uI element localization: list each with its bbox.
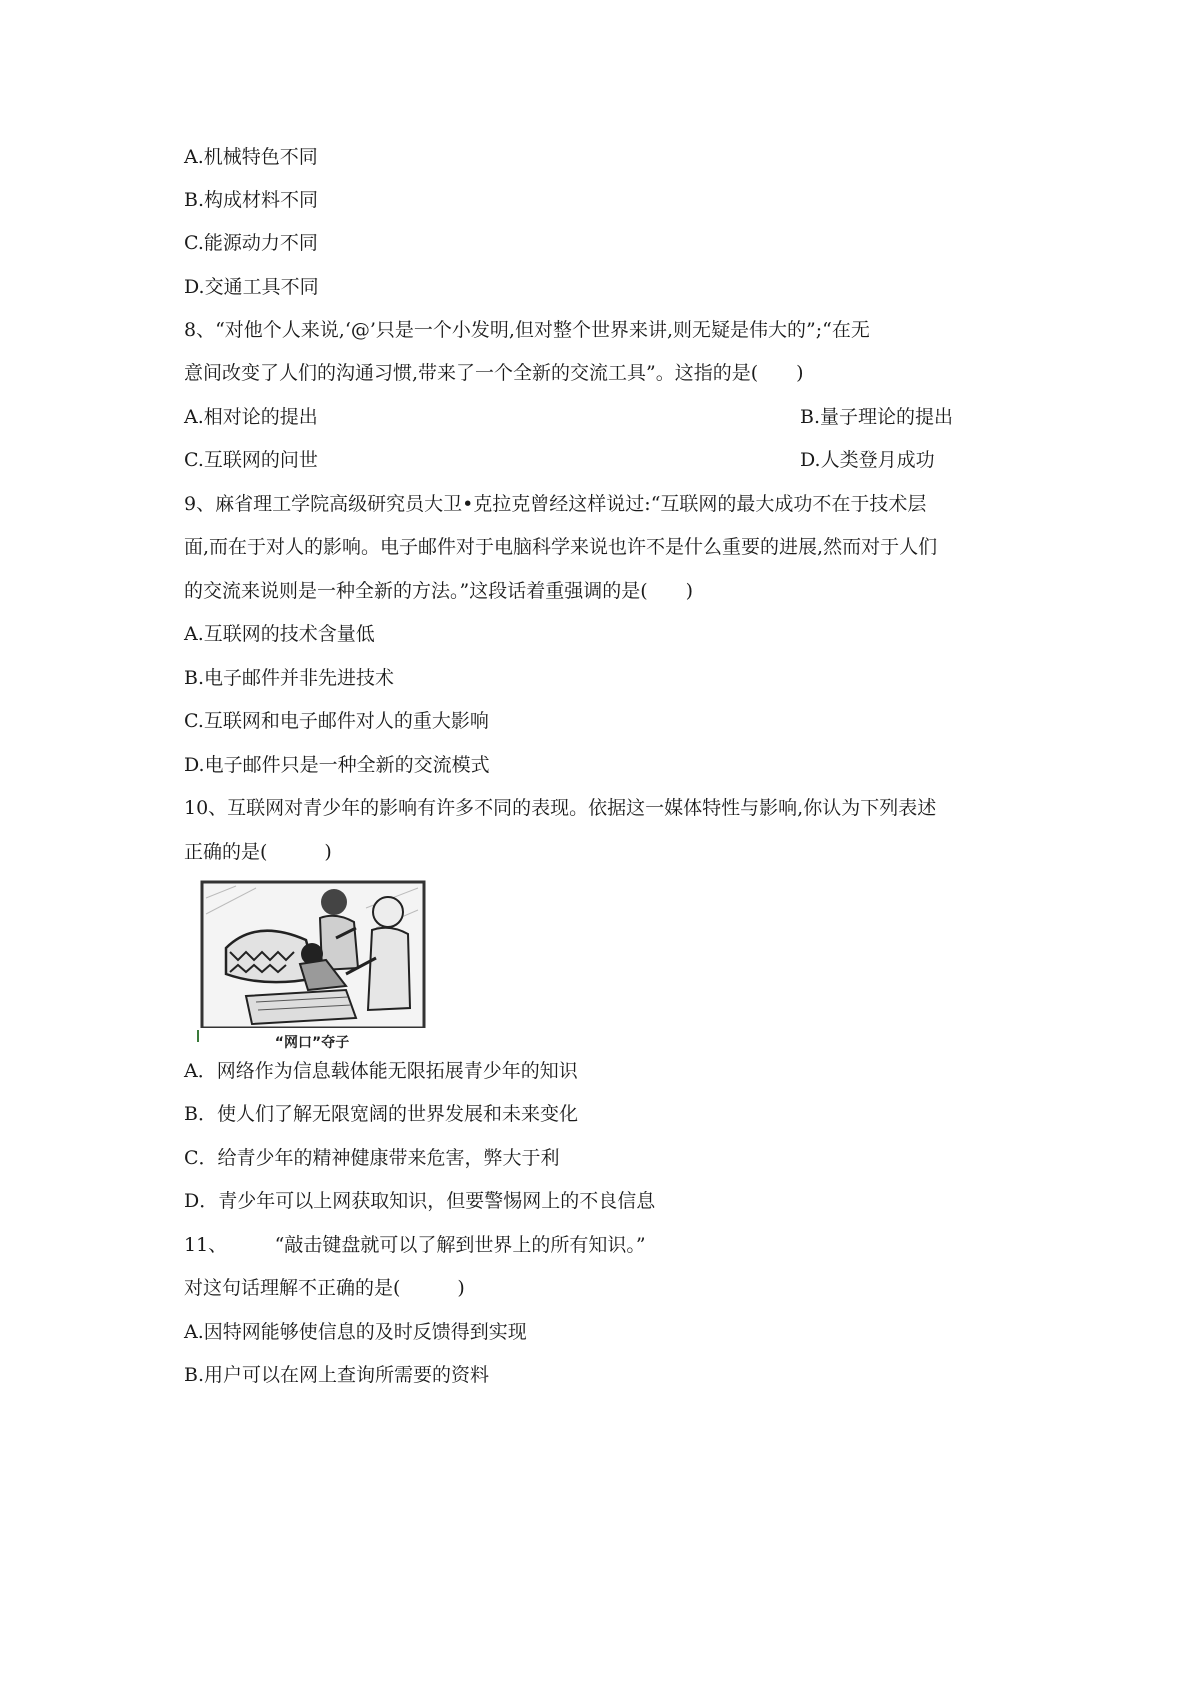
- q7-option-a: A.机械特色不同: [184, 146, 318, 168]
- q9-stem-line3: 的交流来说则是一种全新的方法。”这段话着重强调的是( ): [184, 580, 694, 602]
- q10-stem-line2: 正确的是( ): [184, 841, 332, 863]
- q10-option-b: B．使人们了解无限宽阔的世界发展和未来变化: [184, 1103, 578, 1125]
- q8-option-b: B.量子理论的提出: [800, 406, 954, 428]
- q9-stem-line2: 面,而在于对人的影响。电子邮件对于电脑科学来说也许不是什么重要的进展,然而对于人们: [184, 536, 938, 558]
- q7-option-c: C.能源动力不同: [184, 232, 318, 254]
- q10-stem-line1: 10、互联网对青少年的影响有许多不同的表现。依据这一媒体特性与影响,你认为下列表述: [184, 797, 937, 819]
- q10-option-a: A．网络作为信息载体能无限拓展青少年的知识: [184, 1060, 578, 1082]
- q8-option-a: A.相对论的提出: [184, 406, 318, 428]
- q7-option-d: D.交通工具不同: [184, 276, 319, 298]
- cartoon-drawing: [196, 878, 428, 1054]
- q9-stem-line1: 9、麻省理工学院高级研究员大卫•克拉克曾经这样说过:“互联网的最大成功不在于技术层: [184, 493, 927, 515]
- q10-option-c: C．给青少年的精神健康带来危害，弊大于利: [184, 1147, 560, 1169]
- q11-stem-line1: 11、 “敲击键盘就可以了解到世界上的所有知识。”: [184, 1234, 646, 1256]
- q11-option-b: B.用户可以在网上查询所需要的资料: [184, 1364, 490, 1386]
- q9-option-d: D.电子邮件只是一种全新的交流模式: [184, 754, 490, 776]
- q9-option-c: C.互联网和电子邮件对人的重大影响: [184, 710, 489, 732]
- q10-option-d: D．青少年可以上网获取知识，但要警惕网上的不良信息: [184, 1190, 656, 1212]
- q8-option-d: D.人类登月成功: [800, 449, 935, 471]
- cartoon-image: [196, 878, 428, 1054]
- q8-option-c: C.互联网的问世: [184, 449, 318, 471]
- q11-stem-line2: 对这句话理解不正确的是( ): [184, 1277, 465, 1299]
- q8-stem-line1: 8、“对他个人来说,‘@’只是一个小发明,但对整个世界来讲,则无疑是伟大的”;“在无: [184, 319, 870, 341]
- q9-option-a: A.互联网的技术含量低: [184, 623, 375, 645]
- question-column: [184, 0, 1030, 1698]
- q11-option-a: A.因特网能够使信息的及时反馈得到实现: [184, 1321, 527, 1343]
- q7-option-b: B.构成材料不同: [184, 189, 319, 211]
- q8-stem-line2: 意间改变了人们的沟通习惯,带来了一个全新的交流工具”。这指的是( ): [184, 362, 804, 384]
- cartoon-caption: “网口”夺子: [274, 1035, 350, 1051]
- q9-option-b: B.电子邮件并非先进技术: [184, 667, 395, 689]
